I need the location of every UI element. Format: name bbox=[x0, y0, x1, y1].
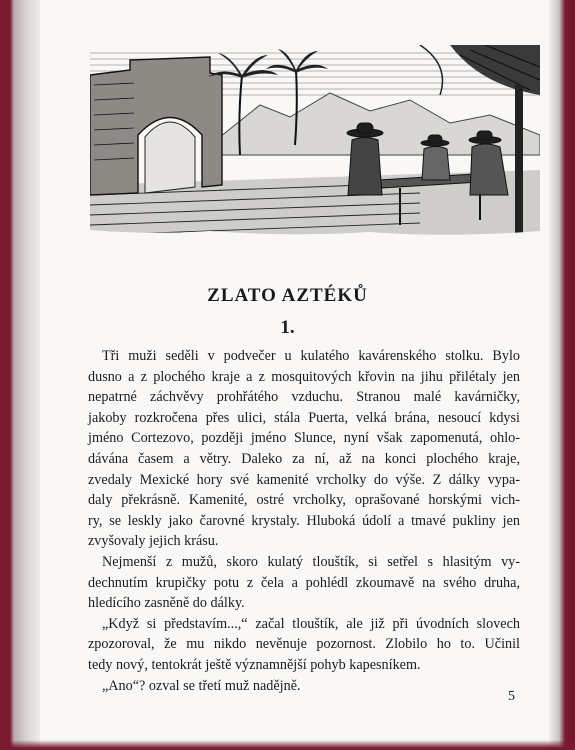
text-line: zvedaly Mexické hory své kamenité vrcholky do výše. Z dálky vypa- bbox=[88, 471, 520, 488]
text-line: Nejmenší z mužů, skoro kulatý tlouštík, si setřel s hlasitým vy- bbox=[102, 553, 520, 570]
text-line: nepatrné záchvěvy prohřátého vzduchu. Stranou malé kavárničky, bbox=[88, 389, 520, 406]
text-line: daly překrásně. Kamenité, ostré vrcholky, oprašované horskými vich- bbox=[88, 492, 520, 509]
text-line: zvyšovaly jejich krásu. bbox=[88, 533, 219, 550]
text-line: hledícího zasněně do dálky. bbox=[88, 595, 245, 612]
chapter-body-text bbox=[88, 346, 520, 696]
chapter-number: 1. bbox=[280, 317, 295, 338]
text-line: ry, se leskly jako čarovné krystaly. Hluboká údolí a tmavé pukliny jen bbox=[88, 512, 520, 529]
text-line: dávána časem a větry. Daleko za ní, až na konci plochého kraje, bbox=[88, 450, 520, 467]
chapter-title: ZLATO AZTÉKŮ bbox=[207, 285, 368, 306]
scan-frame-bottom bbox=[0, 740, 575, 750]
scan-frame-right bbox=[549, 0, 575, 750]
chapter-illustration bbox=[90, 45, 540, 240]
text-line: zpozoroval, že mu nikdo nevěnuje pozornost. Zlobilo ho to. Učinil bbox=[88, 636, 520, 653]
text-line: jakoby rozkročena přes ulici, stála Puerta, velká brána, nesoucí kdysi bbox=[88, 409, 520, 426]
text-line: „Ano“? ozval se třetí muž nadějně. bbox=[102, 677, 301, 694]
scan-frame-left bbox=[0, 0, 40, 750]
text-line: dusno a z plochého kraje a z mosquitových křovin na jihu přilétaly jen bbox=[88, 368, 520, 385]
text-line: „Když si představím...,“ začal tlouštík, ale již při úvodních slovech bbox=[102, 615, 520, 632]
text-line: dechnutím krupičky potu z čela a pohlédl zkoumavě na svého druha, bbox=[88, 574, 520, 591]
page-number: 5 bbox=[508, 689, 515, 704]
text-line: Tři muži seděli v podvečer u kulatého kavárenského stolku. Bylo bbox=[102, 348, 520, 364]
text-line: jméno Cortezovo, později jméno Slunce, nyní však zapomenutá, ohlo- bbox=[88, 430, 520, 447]
text-line: tedy nový, tentokrát ještě významnější pohyb kapesníkem. bbox=[88, 656, 421, 673]
